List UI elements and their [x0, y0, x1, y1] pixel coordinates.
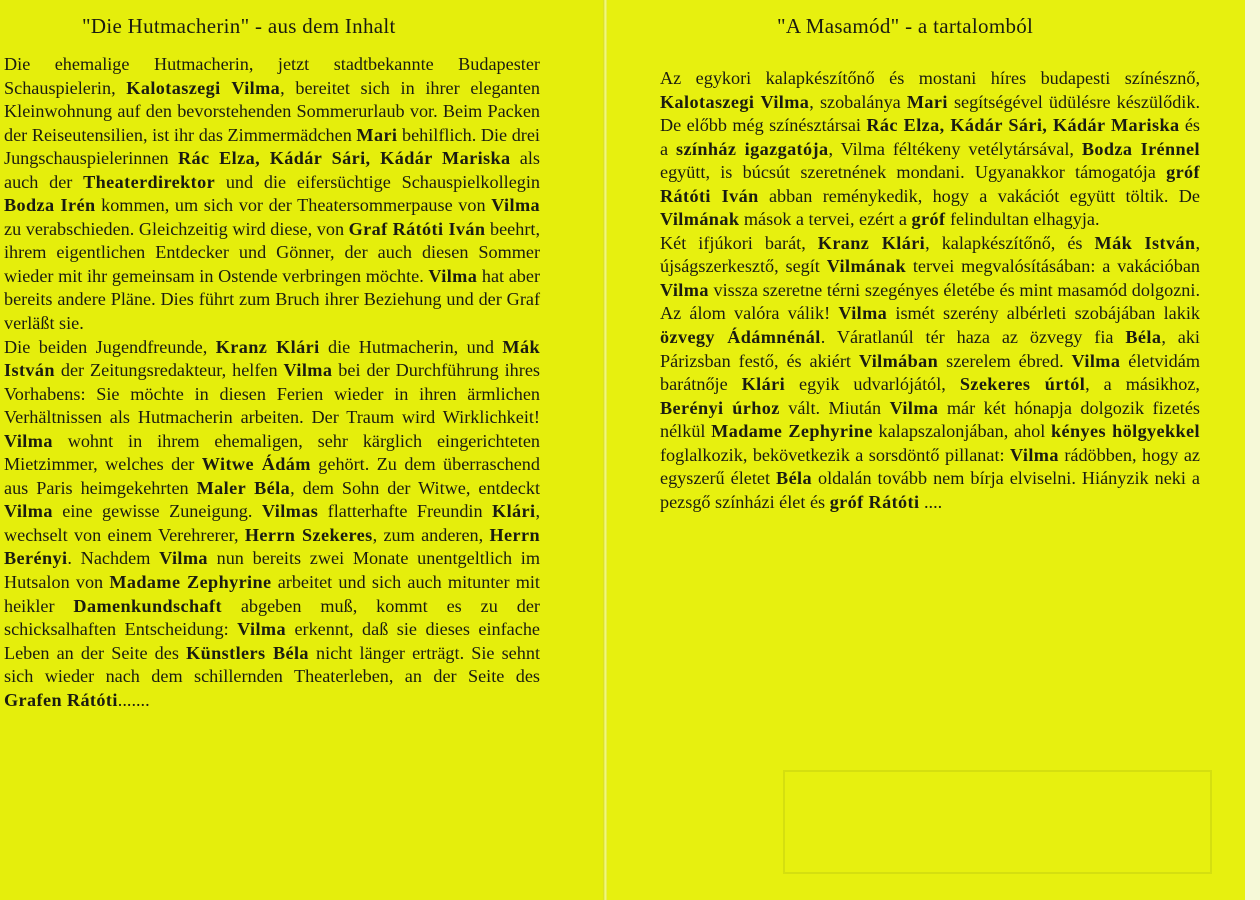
highlighted-name: Kalotaszegi Vilma: [126, 77, 281, 98]
body-text: már két hónapja dolgozik fizetés nélkül: [660, 397, 1200, 442]
highlighted-name: Klári: [741, 374, 786, 395]
highlighted-name: Vilmas: [261, 501, 319, 522]
body-text: kommen, um sich vor der Theatersommerpause von: [95, 195, 492, 216]
body-text: együtt, is búcsút szeretnének mondani. Ugyanakkor támogatója: [660, 162, 1167, 183]
highlighted-name: Vilmában: [858, 350, 939, 371]
highlighted-name: Bodza Irénnel: [1081, 138, 1200, 159]
body-text: , Vilma féltékeny vetélytársával,: [828, 138, 1082, 159]
highlighted-name: Vilma: [660, 279, 709, 300]
body-text: , bereitet sich in ihrer eleganten Kleinwohnung auf den bevorstehenden Sommerurlaub vor. Beim Packen der Reiseutensilien, ist ihr das Zimmermädchen: [4, 77, 540, 145]
highlighted-name: Rác Elza, Kádár Sári, Kádár Mariska: [177, 148, 511, 169]
highlighted-name: Madame Zephyrine: [109, 572, 272, 593]
body-text: und die eifersüchtige Schauspielkollegin: [215, 171, 541, 192]
highlighted-name: Vilma: [889, 397, 939, 418]
body-text: nicht länger erträgt. Sie sehnt sich wieder nach dem schillernden Theaterleben, an der Seite des: [4, 642, 540, 687]
highlighted-name: Maler Béla: [196, 477, 291, 498]
body-text: egyik udvarlójától,: [785, 374, 960, 395]
show-through-box: [783, 770, 1212, 874]
body-text: Die ehemalige Hutmacherin, jetzt stadtbekannte Budapester Schauspielerin,: [4, 54, 540, 98]
body-text: behilflich. Die drei Jungschauspielerinnen: [4, 124, 540, 169]
body-text: , szobalánya: [809, 91, 907, 112]
highlighted-name: Herrn Berényi: [4, 524, 540, 569]
highlighted-name: Szekeres úrtól: [959, 374, 1086, 395]
body-text: . Nachdem: [67, 548, 160, 569]
body-text: oldalán tovább nem bírja elviselni. Hiányzik neki a pezsgő színházi élet és: [660, 468, 1200, 512]
highlighted-name: Rác Elza, Kádár Sári, Kádár Mariska: [866, 115, 1180, 136]
body-text: segítségével üdülésre készülődik. De előbb még színésztársai: [660, 91, 1200, 136]
body-text: , kalapkészítőnő, és: [925, 232, 1095, 253]
highlighted-name: özvegy Ádámnénál: [660, 327, 821, 348]
highlighted-name: Vilma: [491, 195, 541, 216]
highlighted-name: színház igazgatója: [675, 138, 829, 159]
body-text: beehrt, ihrem eigentlichen Entdecker und Gönner, der auch diesen Sommer wieder mit ihr gemeinsam in Ostende verbringen möchte.: [4, 218, 540, 286]
highlighted-name: Herrn Szekeres: [244, 524, 373, 545]
right-paragraph-1: [660, 67, 1200, 232]
highlighted-name: Vilma: [838, 303, 888, 324]
highlighted-name: Vilmának: [660, 209, 740, 230]
highlighted-name: Künstlers Béla: [186, 642, 309, 663]
body-text: , dem Sohn der Witwe, entdeckt: [290, 477, 541, 498]
highlighted-name: Vilma: [237, 619, 286, 640]
body-text: erkennt, daß sie dieses einfache Leben an der Seite des: [4, 619, 540, 663]
highlighted-name: Vilma: [159, 548, 208, 569]
left-page: [0, 0, 604, 900]
body-text: Die beiden Jugendfreunde,: [4, 336, 216, 357]
highlighted-name: Vilma: [283, 360, 333, 381]
body-text: tervei megvalósításában: a vakációban: [906, 256, 1201, 277]
body-text: ....: [919, 491, 943, 512]
highlighted-name: kényes hölgyekkel: [1051, 421, 1200, 442]
highlighted-name: Bodza Irén: [4, 195, 96, 216]
left-page-body: [4, 53, 540, 712]
highlighted-name: Grafen Rátóti: [4, 689, 118, 710]
body-text: . Váratlanúl tér haza az özvegy fia: [820, 327, 1126, 348]
body-text: Két ifjúkori barát,: [660, 232, 818, 253]
body-text: bei der Durchführung ihres Vorhabens: Sie möchte in diesen Ferien wieder in ihren ärmlichen Verhältnissen als Hutmacherin arbeiten. Der Traum wird Wirklichkeit!: [4, 360, 540, 428]
body-text: abgeben muß, kommt es zu der schicksalhaften Entscheidung:: [4, 595, 540, 640]
body-text: .......: [117, 689, 150, 710]
highlighted-name: gróf Rátóti Iván: [660, 162, 1200, 206]
left-paragraph-2: [4, 336, 540, 713]
body-text: , wechselt von einem Verehrerer,: [4, 501, 540, 545]
body-text: die Hutmacherin, und: [319, 336, 503, 357]
highlighted-name: Vilma: [1071, 350, 1121, 371]
highlighted-name: Kalotaszegi Vilma: [660, 91, 810, 112]
body-text: mások a tervei, ezért a: [739, 209, 912, 230]
body-text: kalapszalonjában, ahol: [872, 421, 1052, 442]
highlighted-name: Vilma: [4, 430, 53, 451]
body-text: zu verabschieden. Gleichzeitig wird diese, von: [4, 218, 349, 239]
body-text: nun bereits zwei Monate unentgeltlich im Hutsalon von: [4, 548, 540, 593]
highlighted-name: Vilma: [1010, 444, 1059, 465]
body-text: der Zeitungsredakteur, helfen: [54, 360, 284, 381]
body-text: vissza szeretne térni szegényes életébe és mint masamód dolgozni. Az álom valóra válik!: [660, 279, 1200, 324]
body-text: rádöbben, hogy az egyszerű életet: [660, 444, 1200, 489]
body-text: , zum anderen,: [372, 524, 490, 545]
body-text: , újságszerkesztő, segít: [660, 232, 1200, 277]
highlighted-name: Béla: [1125, 327, 1162, 348]
right-page: [607, 0, 1260, 900]
highlighted-name: Theaterdirektor: [83, 171, 216, 192]
highlighted-name: Berényi úrhoz: [660, 397, 780, 418]
highlighted-name: Mari: [356, 124, 398, 145]
right-page-title: "A Masamód" - a tartalomból: [777, 14, 1034, 38]
highlighted-name: Witwe Ádám: [201, 454, 311, 475]
highlighted-name: Mari: [906, 91, 948, 112]
highlighted-name: Madame Zephyrine: [711, 421, 873, 442]
highlighted-name: Vilma: [428, 265, 478, 286]
highlighted-name: Mák István: [1094, 232, 1196, 253]
left-page-title: "Die Hutmacherin" - aus dem Inhalt: [82, 14, 396, 38]
right-page-body: [660, 67, 1200, 514]
body-text: vált. Miután: [779, 397, 890, 418]
body-text: , aki Párizsban festő, és akiért: [660, 327, 1200, 371]
body-text: wohnt in ihrem ehemaligen, sehr kärglich eingerichteten Mietzimmer, welches der: [4, 430, 540, 475]
highlighted-name: Graf Rátóti Iván: [348, 218, 486, 239]
scan-edge: [1245, 0, 1260, 900]
body-text: szerelem ébred.: [938, 350, 1072, 371]
highlighted-name: Mák István: [4, 336, 540, 381]
highlighted-name: gróf Rátóti: [829, 491, 920, 512]
body-text: foglalkozik, bekövetkezik a sorsdöntő pillanat:: [660, 444, 1011, 465]
highlighted-name: Vilma: [4, 501, 53, 522]
body-text: hat aber bereits andere Pläne. Dies führt zum Bruch ihrer Beziehung und der Graf verläßt sie.: [4, 265, 541, 334]
highlighted-name: Vilmának: [826, 256, 907, 277]
body-text: arbeitet und sich auch mitunter mit heikler: [4, 572, 540, 616]
highlighted-name: Kranz Klári: [215, 336, 320, 357]
body-text: Az egykori kalapkészítőnő és mostani híres budapesti színésznő,: [660, 68, 1200, 88]
body-text: életvidám barátnője: [660, 350, 1200, 395]
body-text: flatterhafte Freundin: [318, 501, 493, 522]
body-text: gehört. Zu dem überraschend aus Paris heimgekehrten: [4, 454, 540, 498]
body-text: , a másikhoz,: [1085, 374, 1200, 395]
highlighted-name: Damenkundschaft: [73, 595, 222, 616]
right-paragraph-2: [660, 232, 1200, 515]
body-text: abban reménykedik, hogy a vakációt együtt töltik. De: [758, 185, 1200, 206]
highlighted-name: Béla: [776, 468, 812, 489]
highlighted-name: Klári: [492, 501, 536, 522]
body-text: felindultan elhagyja.: [945, 209, 1100, 230]
highlighted-name: gróf: [911, 209, 946, 230]
left-paragraph-1: [4, 53, 540, 336]
highlighted-name: Kranz Klári: [817, 232, 926, 253]
body-text: és a: [660, 115, 1201, 159]
body-text: eine gewisse Zuneigung.: [52, 501, 262, 522]
body-text: ismét szerény albérleti szobájában lakik: [887, 303, 1200, 324]
body-text: als auch der: [4, 148, 541, 192]
